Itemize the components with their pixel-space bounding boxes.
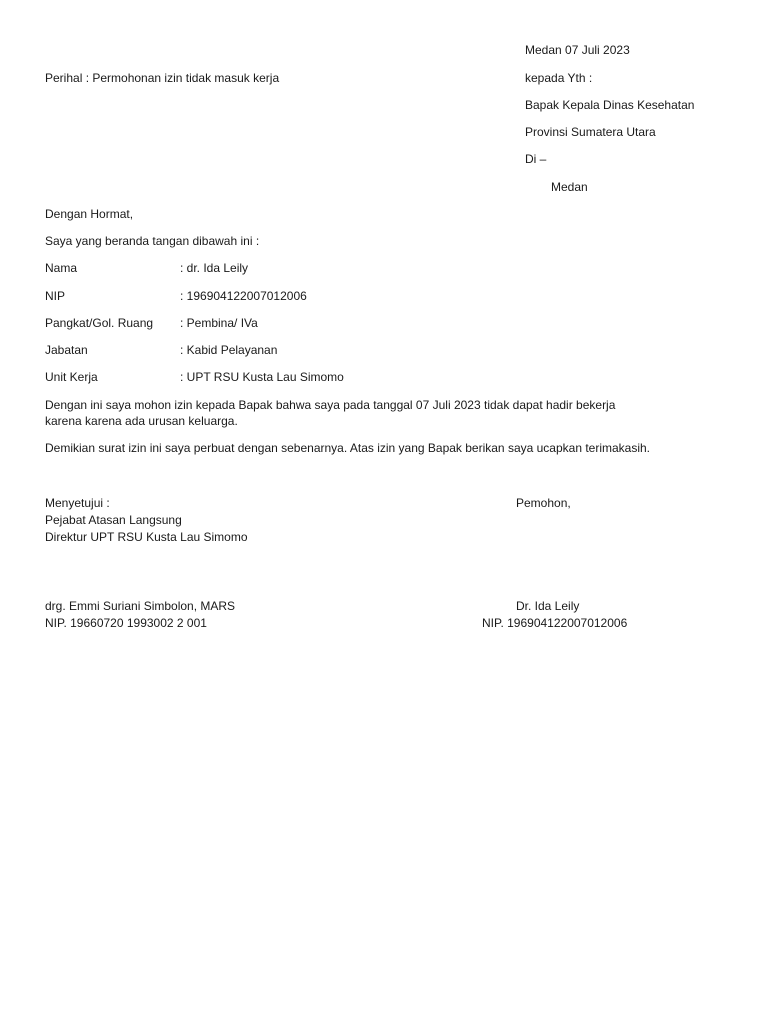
recipient-to: kepada Yth : [525,71,593,85]
recipient-org: Provinsi Sumatera Utara [525,125,656,139]
paragraph-request-line1: Dengan ini saya mohon izin kepada Bapak bahwa saya pada tanggal 07 Juli 2023 tidak dapat hadir bekerja [45,398,616,412]
applicant-role: Pemohon, [516,496,571,510]
paragraph-request-line2: karena karena ada urusan keluarga. [45,414,238,428]
applicant-name: Dr. Ida Leily [516,599,580,613]
field-label-nama: Nama [45,261,78,275]
field-label-jabatan: Jabatan [45,343,88,357]
approver-office: Direktur UPT RSU Kusta Lau Simomo [45,530,248,544]
greeting: Dengan Hormat, [45,207,134,221]
field-label-pangkat: Pangkat/Gol. Ruang [45,316,154,330]
field-value-unit-kerja: : UPT RSU Kusta Lau Simomo [180,370,344,384]
approval-label: Menyetujui : [45,496,110,510]
applicant-nip: NIP. 196904122007012006 [482,616,628,630]
field-value-nip: : 196904122007012006 [180,289,307,303]
letter-date: Medan 07 Juli 2023 [525,43,630,57]
paragraph-closing: Demikian surat izin ini saya perbuat dengan sebenarnya. Atas izin yang Bapak berikan saya ucapkan terimakasih. [45,441,651,455]
letter-subject: Perihal : Permohonan izin tidak masuk kerja [45,71,280,85]
recipient-di: Di – [525,152,547,166]
approver-nip: NIP. 19660720 1993002 2 001 [45,616,207,630]
approver-position: Pejabat Atasan Langsung [45,513,182,527]
intro-text: Saya yang beranda tangan dibawah ini : [45,234,260,248]
field-label-unit-kerja: Unit Kerja [45,370,98,384]
field-value-jabatan: : Kabid Pelayanan [180,343,278,357]
field-value-pangkat: : Pembina/ IVa [180,316,258,330]
approver-name: drg. Emmi Suriani Simbolon, MARS [45,599,236,613]
field-value-nama: : dr. Ida Leily [180,261,249,275]
recipient-city: Medan [551,180,588,194]
field-label-nip: NIP [45,289,66,303]
recipient-title: Bapak Kepala Dinas Kesehatan [525,98,695,112]
